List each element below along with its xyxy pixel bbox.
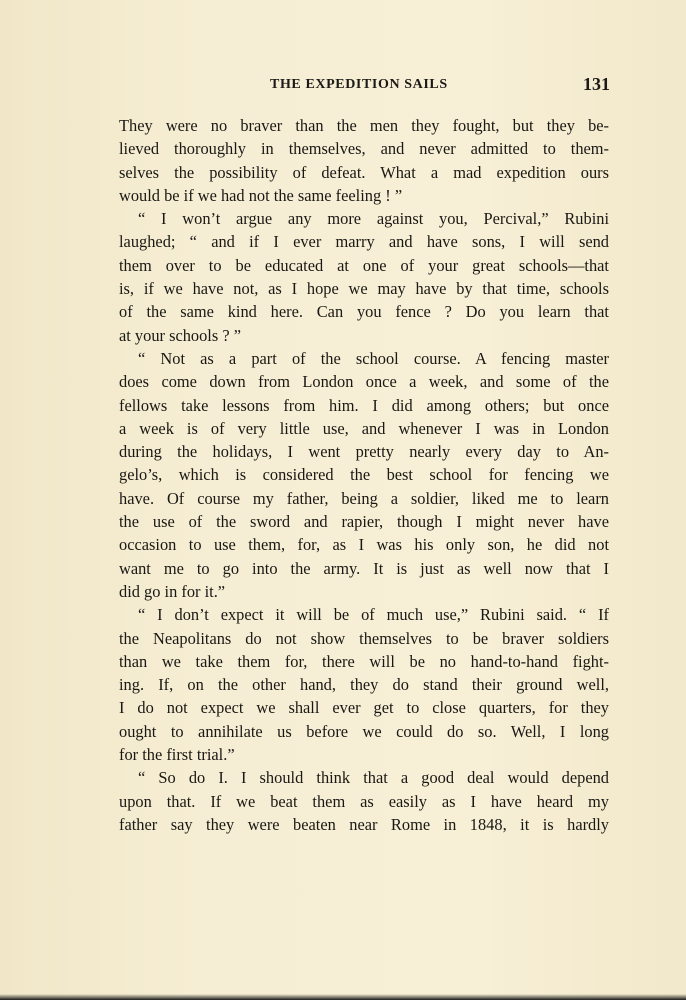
text-line: a week is of very little use, and whenever I was in London <box>119 418 609 438</box>
text-line: does come down from London once a week, and some of the <box>119 372 609 392</box>
page-header <box>270 76 610 98</box>
text-line: of the same kind here. Can you fence ? Do you learn that <box>119 302 609 322</box>
page-number: 131 <box>583 74 610 94</box>
text-line: gelo’s, which is considered the best school for fencing we <box>119 465 609 485</box>
text-line: “ So do I. I should think that a good deal would depend <box>138 768 609 788</box>
text-line: occasion to use them, for, as I was his only son, he did not <box>119 535 609 555</box>
text-line: “ I won’t argue any more against you, Percival,” Rubini <box>138 209 609 229</box>
text-line: did go in for it.” <box>119 581 226 601</box>
text-line: the Neapolitans do not show themselves to be braver soldiers <box>119 628 609 648</box>
scan-edge-shadow <box>0 994 686 1000</box>
text-line: laughed; “ and if I ever marry and have sons, I will send <box>119 232 609 252</box>
text-line: ought to annihilate us before we could do so. Well, I long <box>119 721 609 741</box>
body-text <box>119 114 609 836</box>
text-line: than we take them for, there will be no hand-to-hand fight- <box>119 651 609 671</box>
text-line: at your schools ? ” <box>119 325 241 345</box>
text-line: father say they were beaten near Rome in 1848, it is hardly <box>119 814 609 834</box>
text-line: They were no braver than the men they fought, but they be- <box>119 116 609 135</box>
text-line: I do not expect we shall ever get to close quarters, for they <box>119 698 609 718</box>
text-line: “ Not as a part of the school course. A fencing master <box>138 348 609 368</box>
running-title: THE EXPEDITION SAILS <box>270 77 448 92</box>
text-line: “ I don’t expect it will be of much use,” Rubini said. “ If <box>138 605 609 625</box>
text-line: lieved thoroughly in themselves, and never admitted to them- <box>119 139 609 159</box>
text-line: ing. If, on the other hand, they do stand their ground well, <box>119 675 609 695</box>
text-line: fellows take lessons from him. I did among others; but once <box>119 395 609 415</box>
text-line: would be if we had not the same feeling ! ” <box>119 185 403 205</box>
text-line: them over to be educated at one of your great schools—that <box>119 255 609 275</box>
text-line: want me to go into the army. It is just as well now that I <box>119 558 609 578</box>
text-line: the use of the sword and rapier, though I might never have <box>119 512 609 532</box>
text-line: during the holidays, I went pretty nearly every day to An- <box>119 442 609 462</box>
text-line: have. Of course my father, being a soldier, liked me to learn <box>119 488 609 508</box>
text-line: selves the possibility of defeat. What a mad expedition ours <box>119 162 609 182</box>
text-line: for the first trial.” <box>119 745 235 765</box>
text-line: is, if we have not, as I hope we may have by that time, schools <box>119 279 609 299</box>
text-line: upon that. If we beat them as easily as I have heard my <box>119 791 609 811</box>
